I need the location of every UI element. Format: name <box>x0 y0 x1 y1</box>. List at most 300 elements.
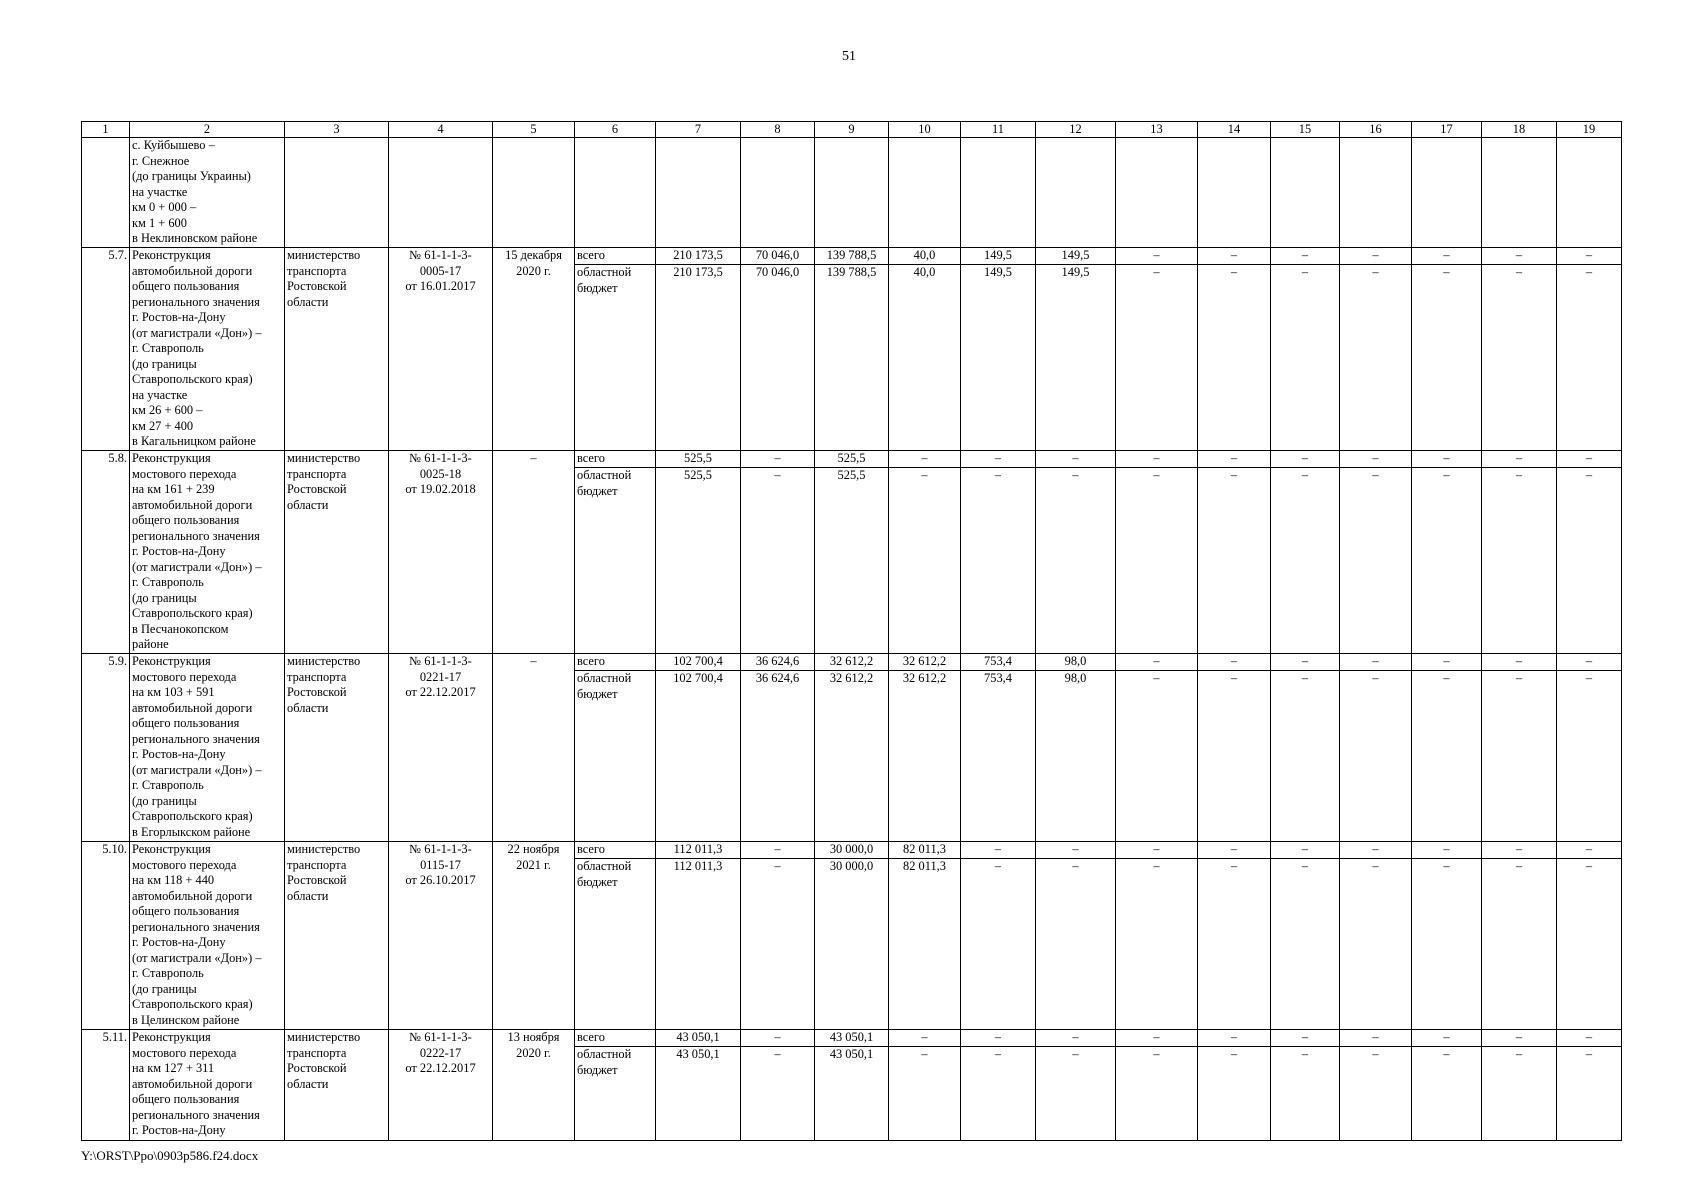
cell-value-budget <box>1482 859 1557 1030</box>
cell-value-budget <box>741 468 815 654</box>
cell-source-total <box>575 248 656 265</box>
cell-value-total-text: – <box>1443 842 1450 856</box>
cell-value-total <box>961 1030 1036 1047</box>
cell-num <box>82 842 130 1030</box>
cell-value-budget-text: – <box>1153 1047 1160 1061</box>
cell-customer <box>285 1030 389 1141</box>
cell-value-total <box>656 842 741 859</box>
cell-value-total <box>1036 842 1116 859</box>
cell-source-total <box>575 654 656 671</box>
cell-value-total <box>1412 842 1482 859</box>
cell-value-total-text: – <box>1072 1030 1079 1044</box>
cell-value-total-text: – <box>921 451 928 465</box>
cell-value-budget <box>1036 1047 1116 1141</box>
header-col-14: 14 <box>1198 122 1271 138</box>
cell-num-text: 5.8. <box>108 451 127 465</box>
cell-value-total-text: 112 011,3 <box>673 842 723 856</box>
cell-value-total <box>889 654 961 671</box>
cell-value-budget-text: – <box>994 859 1002 873</box>
header-col-10: 10 <box>889 122 961 138</box>
cell-value-budget-text: – <box>1585 468 1593 482</box>
cell-value-budget-text: – <box>1515 859 1523 873</box>
cell-object-name <box>130 138 285 248</box>
cell-value-budget <box>961 859 1036 1030</box>
cell-empty <box>1412 138 1482 248</box>
cell-value-budget <box>1412 859 1482 1030</box>
cell-value-total <box>1412 451 1482 468</box>
cell-value-total <box>656 654 741 671</box>
cell-document-text: № 61-1-1-3- 0222-17 от 22.12.2017 <box>405 1030 476 1075</box>
table-row <box>82 842 1622 859</box>
cell-value-total <box>656 451 741 468</box>
cell-source-budget <box>575 859 656 1030</box>
cell-value-total-text: – <box>994 1030 1002 1044</box>
cell-source-budget <box>575 1047 656 1141</box>
cell-value-budget-text: 82 011,3 <box>903 859 946 873</box>
cell-empty <box>889 138 961 248</box>
cell-value-budget <box>1198 671 1271 842</box>
cell-value-budget <box>815 1047 889 1141</box>
cell-value-total-text: – <box>1515 248 1523 262</box>
cell-deadline <box>493 451 575 654</box>
cell-value-total-text: – <box>1153 842 1160 856</box>
cell-empty <box>1198 138 1271 248</box>
cell-value-budget <box>889 1047 961 1141</box>
cell-value-total <box>1198 1030 1271 1047</box>
cell-source-total-text: всего <box>577 1030 605 1044</box>
cell-object-name <box>130 451 285 654</box>
cell-value-budget-text: 98,0 <box>1064 671 1087 685</box>
cell-value-budget-text: – <box>994 1047 1002 1061</box>
cell-value-budget-text: – <box>1301 859 1309 873</box>
cell-value-total-text: – <box>1372 842 1379 856</box>
cell-value-total-text: – <box>1230 1030 1238 1044</box>
cell-value-budget <box>1557 859 1622 1030</box>
cell-customer <box>285 654 389 842</box>
cell-value-budget <box>1198 468 1271 654</box>
cell-value-budget-text: – <box>1153 859 1160 873</box>
cell-value-total-text: – <box>1301 451 1309 465</box>
page-number: 51 <box>842 49 856 64</box>
cell-deadline <box>493 654 575 842</box>
cell-document-text: № 61-1-1-3- 0025-18 от 19.02.2018 <box>405 451 476 496</box>
cell-value-budget-text: 525,5 <box>684 468 712 482</box>
cell-empty <box>389 138 493 248</box>
cell-value-total-text: 32 612,2 <box>829 654 874 668</box>
header-col-15: 15 <box>1271 122 1340 138</box>
cell-value-total-text: 43 050,1 <box>829 1030 874 1044</box>
cell-value-total <box>1340 1030 1412 1047</box>
cell-deadline <box>493 1030 575 1141</box>
cell-value-budget <box>1116 671 1198 842</box>
cell-value-total-text: – <box>1585 654 1593 668</box>
cell-value-budget <box>961 671 1036 842</box>
cell-value-budget <box>656 265 741 451</box>
header-col-17: 17 <box>1412 122 1482 138</box>
header-col-16: 16 <box>1340 122 1412 138</box>
file-path-footer: Y:\ORST\Ppo\0903p586.f24.docx <box>81 1148 259 1163</box>
cell-value-budget <box>656 468 741 654</box>
cell-empty <box>1340 138 1412 248</box>
cell-value-total <box>1482 451 1557 468</box>
cell-value-total-text: 43 050,1 <box>676 1030 720 1044</box>
cell-value-budget-text: 112 011,3 <box>673 859 723 873</box>
cell-object-name-text: Реконструкция мостового перехода на км 103 + 591 автомобильной дороги общего пользования регионального значения г. Ростов-на-Дону (от магистрали «Дон») – г. Ставрополь (до границы Ставропольского края) в Егорлыкском районе <box>132 654 262 839</box>
cell-document <box>389 451 493 654</box>
cell-num-text: 5.9. <box>108 654 127 668</box>
cell-value-budget <box>1482 1047 1557 1141</box>
cell-value-budget <box>1198 1047 1271 1141</box>
cell-source-total <box>575 1030 656 1047</box>
cell-num <box>82 248 130 451</box>
cell-document-text: № 61-1-1-3- 0115-17 от 26.10.2017 <box>405 842 476 887</box>
cell-value-total <box>889 451 961 468</box>
cell-source-budget-text: областной бюджет <box>577 859 632 889</box>
cell-value-budget <box>961 265 1036 451</box>
cell-value-total-text: – <box>1515 451 1523 465</box>
cell-value-budget-text: – <box>1515 1047 1523 1061</box>
cell-value-total <box>1271 1030 1340 1047</box>
header-col-5: 5 <box>493 122 575 138</box>
cell-value-total-text: – <box>1443 248 1450 262</box>
cell-value-budget-text: – <box>921 468 928 482</box>
cell-value-total <box>1036 451 1116 468</box>
cell-deadline-text: – <box>530 654 537 668</box>
cell-value-budget <box>1036 468 1116 654</box>
cell-object-name <box>130 654 285 842</box>
cell-customer-text: министерство транспорта Ростовской области <box>287 1030 361 1091</box>
cell-value-total <box>1116 1030 1198 1047</box>
cell-value-budget-text: – <box>774 1047 781 1061</box>
cell-value-budget <box>961 468 1036 654</box>
cell-document-text: № 61-1-1-3- 0005-17 от 16.01.2017 <box>405 248 476 293</box>
cell-value-total-text: – <box>1372 1030 1379 1044</box>
cell-empty <box>815 138 889 248</box>
cell-deadline <box>493 248 575 451</box>
cell-value-budget-text: – <box>1301 468 1309 482</box>
cell-value-budget-text: 149,5 <box>984 265 1012 279</box>
cell-deadline <box>493 842 575 1030</box>
cell-value-total <box>815 842 889 859</box>
cell-value-budget <box>815 468 889 654</box>
cell-value-total-text: – <box>1585 248 1593 262</box>
cell-object-name <box>130 842 285 1030</box>
cell-value-budget <box>1412 1047 1482 1141</box>
cell-value-budget <box>889 265 961 451</box>
header-col-7: 7 <box>656 122 741 138</box>
cell-deadline-text: 22 ноября 2021 г. <box>507 842 560 872</box>
cell-value-total <box>741 1030 815 1047</box>
header-col-9: 9 <box>815 122 889 138</box>
cell-value-budget <box>1412 671 1482 842</box>
cell-value-total <box>1557 451 1622 468</box>
cell-value-total-text: – <box>1443 1030 1450 1044</box>
cell-value-total-text: – <box>1072 451 1079 465</box>
cell-value-budget-text: – <box>1515 671 1523 685</box>
cell-value-total-text: – <box>774 842 781 856</box>
cell-value-budget-text: – <box>774 859 781 873</box>
cell-value-budget-text: 36 624,6 <box>755 671 800 685</box>
cell-value-total-text: – <box>1153 1030 1160 1044</box>
cell-empty <box>1482 138 1557 248</box>
cell-value-total-text: – <box>1515 1030 1523 1044</box>
cell-value-budget-text: – <box>1153 468 1160 482</box>
cell-value-total-text: – <box>1230 248 1238 262</box>
cell-value-budget <box>1340 468 1412 654</box>
table-row <box>82 1030 1622 1047</box>
cell-value-total <box>1271 654 1340 671</box>
cell-source-total-text: всего <box>577 451 605 465</box>
cell-num-text: 5.7. <box>108 248 127 262</box>
cell-value-total-text: – <box>1585 842 1593 856</box>
cell-value-budget <box>1412 265 1482 451</box>
cell-value-total-text: – <box>1301 654 1309 668</box>
cell-source-budget <box>575 671 656 842</box>
cell-value-budget-text: – <box>1585 265 1593 279</box>
cell-document <box>389 654 493 842</box>
cell-value-budget <box>889 859 961 1030</box>
cell-value-total <box>1340 654 1412 671</box>
cell-value-budget <box>1557 671 1622 842</box>
cell-value-total <box>1340 842 1412 859</box>
cell-value-budget-text: – <box>921 1047 928 1061</box>
cell-value-budget <box>961 1047 1036 1141</box>
cell-value-total-text: – <box>921 1030 928 1044</box>
table-row-continuation <box>82 138 1622 248</box>
cell-empty <box>961 138 1036 248</box>
cell-value-total-text: 525,5 <box>837 451 866 465</box>
cell-value-total <box>1482 1030 1557 1047</box>
cell-value-budget-text: – <box>1301 671 1309 685</box>
cell-value-budget <box>1116 468 1198 654</box>
cell-value-budget-text: – <box>1585 671 1593 685</box>
cell-value-budget <box>1482 671 1557 842</box>
cell-source-budget-text: областной бюджет <box>577 671 632 701</box>
cell-value-budget <box>1198 859 1271 1030</box>
header-col-18: 18 <box>1482 122 1557 138</box>
cell-empty <box>1557 138 1622 248</box>
cell-value-total <box>1482 842 1557 859</box>
cell-value-total <box>1557 248 1622 265</box>
cell-empty <box>656 138 741 248</box>
cell-value-budget <box>1116 1047 1198 1141</box>
cell-value-budget <box>1198 265 1271 451</box>
cell-value-budget <box>1036 859 1116 1030</box>
header-col-11: 11 <box>961 122 1036 138</box>
cell-object-name-text: Реконструкция мостового перехода на км 118 + 440 автомобильной дороги общего пользования регионального значения г. Ростов-на-Дону (от магистрали «Дон») – г. Ставрополь (до границы Ставропольского края) в Целинском районе <box>132 842 262 1027</box>
cell-value-total-text: – <box>1443 654 1450 668</box>
cell-document <box>389 248 493 451</box>
cell-value-budget-text: – <box>1585 1047 1593 1061</box>
cell-value-budget-text: – <box>1443 265 1450 279</box>
cell-value-total <box>1198 451 1271 468</box>
cell-source-budget <box>575 265 656 451</box>
cell-value-total-text: – <box>1301 248 1309 262</box>
cell-value-budget <box>1340 265 1412 451</box>
cell-value-total-text: – <box>1153 654 1160 668</box>
cell-value-budget <box>741 1047 815 1141</box>
cell-value-total-text: 149,5 <box>1061 248 1090 262</box>
cell-empty <box>741 138 815 248</box>
cell-value-total <box>961 451 1036 468</box>
header-col-13: 13 <box>1116 122 1198 138</box>
cell-source-total <box>575 451 656 468</box>
cell-value-total-text: 525,5 <box>684 451 712 465</box>
cell-value-total-text: – <box>1585 451 1593 465</box>
cell-value-budget-text: – <box>1443 859 1450 873</box>
cell-value-budget-text: – <box>1153 265 1160 279</box>
table-row <box>82 654 1622 671</box>
cell-value-total <box>889 1030 961 1047</box>
cell-source-total-text: всего <box>577 248 605 262</box>
cell-value-total-text: – <box>1301 1030 1309 1044</box>
cell-value-total <box>1412 248 1482 265</box>
cell-value-total <box>741 842 815 859</box>
cell-value-budget <box>741 265 815 451</box>
header-col-2: 2 <box>130 122 285 138</box>
cell-object-name <box>130 1030 285 1141</box>
cell-value-total <box>815 654 889 671</box>
cell-empty <box>575 138 656 248</box>
cell-value-budget <box>1557 265 1622 451</box>
cell-value-budget-text: – <box>1153 671 1160 685</box>
cell-value-total-text: – <box>1515 842 1523 856</box>
cell-value-budget <box>889 468 961 654</box>
cell-value-total <box>1198 654 1271 671</box>
cell-document <box>389 842 493 1030</box>
cell-value-total <box>1412 1030 1482 1047</box>
cell-value-budget-text: – <box>1230 859 1238 873</box>
cell-value-total <box>656 1030 741 1047</box>
cell-value-total <box>889 248 961 265</box>
cell-value-total-text: – <box>1072 842 1079 856</box>
cell-empty <box>1116 138 1198 248</box>
cell-value-budget-text: 753,4 <box>984 671 1012 685</box>
cell-value-budget <box>1557 468 1622 654</box>
cell-document-text: № 61-1-1-3- 0221-17 от 22.12.2017 <box>405 654 476 699</box>
cell-value-total <box>1116 248 1198 265</box>
cell-value-budget-text: – <box>1515 468 1523 482</box>
cell-num <box>82 451 130 654</box>
cell-num <box>82 1030 130 1141</box>
cell-source-total-text: всего <box>577 654 605 668</box>
cell-value-total <box>1557 654 1622 671</box>
cell-value-total <box>1116 842 1198 859</box>
cell-value-total-text: – <box>1443 451 1450 465</box>
table-row <box>82 451 1622 468</box>
cell-value-budget <box>1036 671 1116 842</box>
cell-empty <box>1271 138 1340 248</box>
cell-value-total-text: – <box>1153 451 1160 465</box>
cell-value-budget-text: – <box>1230 671 1238 685</box>
cell-value-total-text: – <box>1230 451 1238 465</box>
cell-num-text: 5.10. <box>102 842 127 856</box>
cell-value-total <box>741 451 815 468</box>
cell-value-total <box>1036 1030 1116 1047</box>
cell-value-total-text: – <box>1372 451 1379 465</box>
cell-customer-text: министерство транспорта Ростовской области <box>287 248 361 309</box>
cell-value-total <box>1482 654 1557 671</box>
cell-customer <box>285 842 389 1030</box>
cell-num-text: 5.11. <box>102 1030 127 1044</box>
cell-value-total <box>1340 248 1412 265</box>
cell-source-budget-text: областной бюджет <box>577 1047 632 1077</box>
cell-empty <box>493 138 575 248</box>
cell-value-budget-text: – <box>1372 468 1379 482</box>
cell-value-total-text: 30 000,0 <box>829 842 874 856</box>
cell-value-budget-text: – <box>1072 859 1079 873</box>
cell-value-budget <box>1271 859 1340 1030</box>
cell-value-total <box>815 1030 889 1047</box>
cell-value-total <box>961 842 1036 859</box>
header-col-6: 6 <box>575 122 656 138</box>
cell-value-budget <box>741 859 815 1030</box>
cell-value-budget-text: 210 173,5 <box>673 265 723 279</box>
cell-value-budget <box>1482 468 1557 654</box>
cell-value-budget <box>741 671 815 842</box>
cell-deadline-text: 15 декабря 2020 г. <box>505 248 562 278</box>
cell-value-total-text: – <box>1153 248 1160 262</box>
cell-value-total-text: – <box>774 451 781 465</box>
cell-value-budget-text: – <box>1515 265 1523 279</box>
cell-value-budget <box>1271 1047 1340 1141</box>
cell-value-budget-text: – <box>1230 1047 1238 1061</box>
cell-value-budget <box>889 671 961 842</box>
cell-value-total <box>1412 654 1482 671</box>
cell-value-budget-text: – <box>1372 859 1379 873</box>
cell-document <box>389 1030 493 1141</box>
cell-value-budget <box>656 671 741 842</box>
cell-value-total-text: 753,4 <box>984 654 1012 668</box>
cell-deadline-text: – <box>530 451 537 465</box>
cell-value-budget <box>1340 859 1412 1030</box>
cell-value-total <box>1557 842 1622 859</box>
cell-num <box>82 654 130 842</box>
cell-value-budget <box>656 1047 741 1141</box>
cell-value-total-text: 36 624,6 <box>755 654 800 668</box>
cell-value-budget <box>1116 265 1198 451</box>
cell-value-total <box>1198 248 1271 265</box>
cell-value-budget-text: 30 000,0 <box>829 859 874 873</box>
cell-value-budget-text: 40,0 <box>913 265 936 279</box>
cell-value-total <box>741 654 815 671</box>
cell-value-total <box>1340 451 1412 468</box>
cell-customer-text: министерство транспорта Ростовской области <box>287 842 361 903</box>
cell-value-total <box>961 248 1036 265</box>
cell-value-total-text: – <box>774 1030 781 1044</box>
cell-value-budget-text: – <box>1443 671 1450 685</box>
header-col-4: 4 <box>389 122 493 138</box>
cell-value-budget <box>1557 1047 1622 1141</box>
cell-value-budget-text: 149,5 <box>1061 265 1090 279</box>
cell-value-budget-text: 43 050,1 <box>676 1047 720 1061</box>
cell-value-budget-text: – <box>1585 859 1593 873</box>
cell-value-total-text: 102 700,4 <box>673 654 723 668</box>
cell-value-total <box>1482 248 1557 265</box>
cell-value-total <box>1036 654 1116 671</box>
table-row <box>82 248 1622 265</box>
cell-value-budget-text: – <box>1443 1047 1450 1061</box>
cell-value-budget-text: – <box>1072 1047 1079 1061</box>
cell-value-total <box>1198 842 1271 859</box>
cell-value-budget <box>1412 468 1482 654</box>
header-row <box>82 122 1622 138</box>
cell-value-budget-text: – <box>774 468 781 482</box>
cell-value-budget-text: – <box>1301 265 1309 279</box>
cell-customer-text: министерство транспорта Ростовской области <box>287 451 361 512</box>
cell-value-budget-text: – <box>1372 671 1379 685</box>
cell-source-total-text: всего <box>577 842 605 856</box>
